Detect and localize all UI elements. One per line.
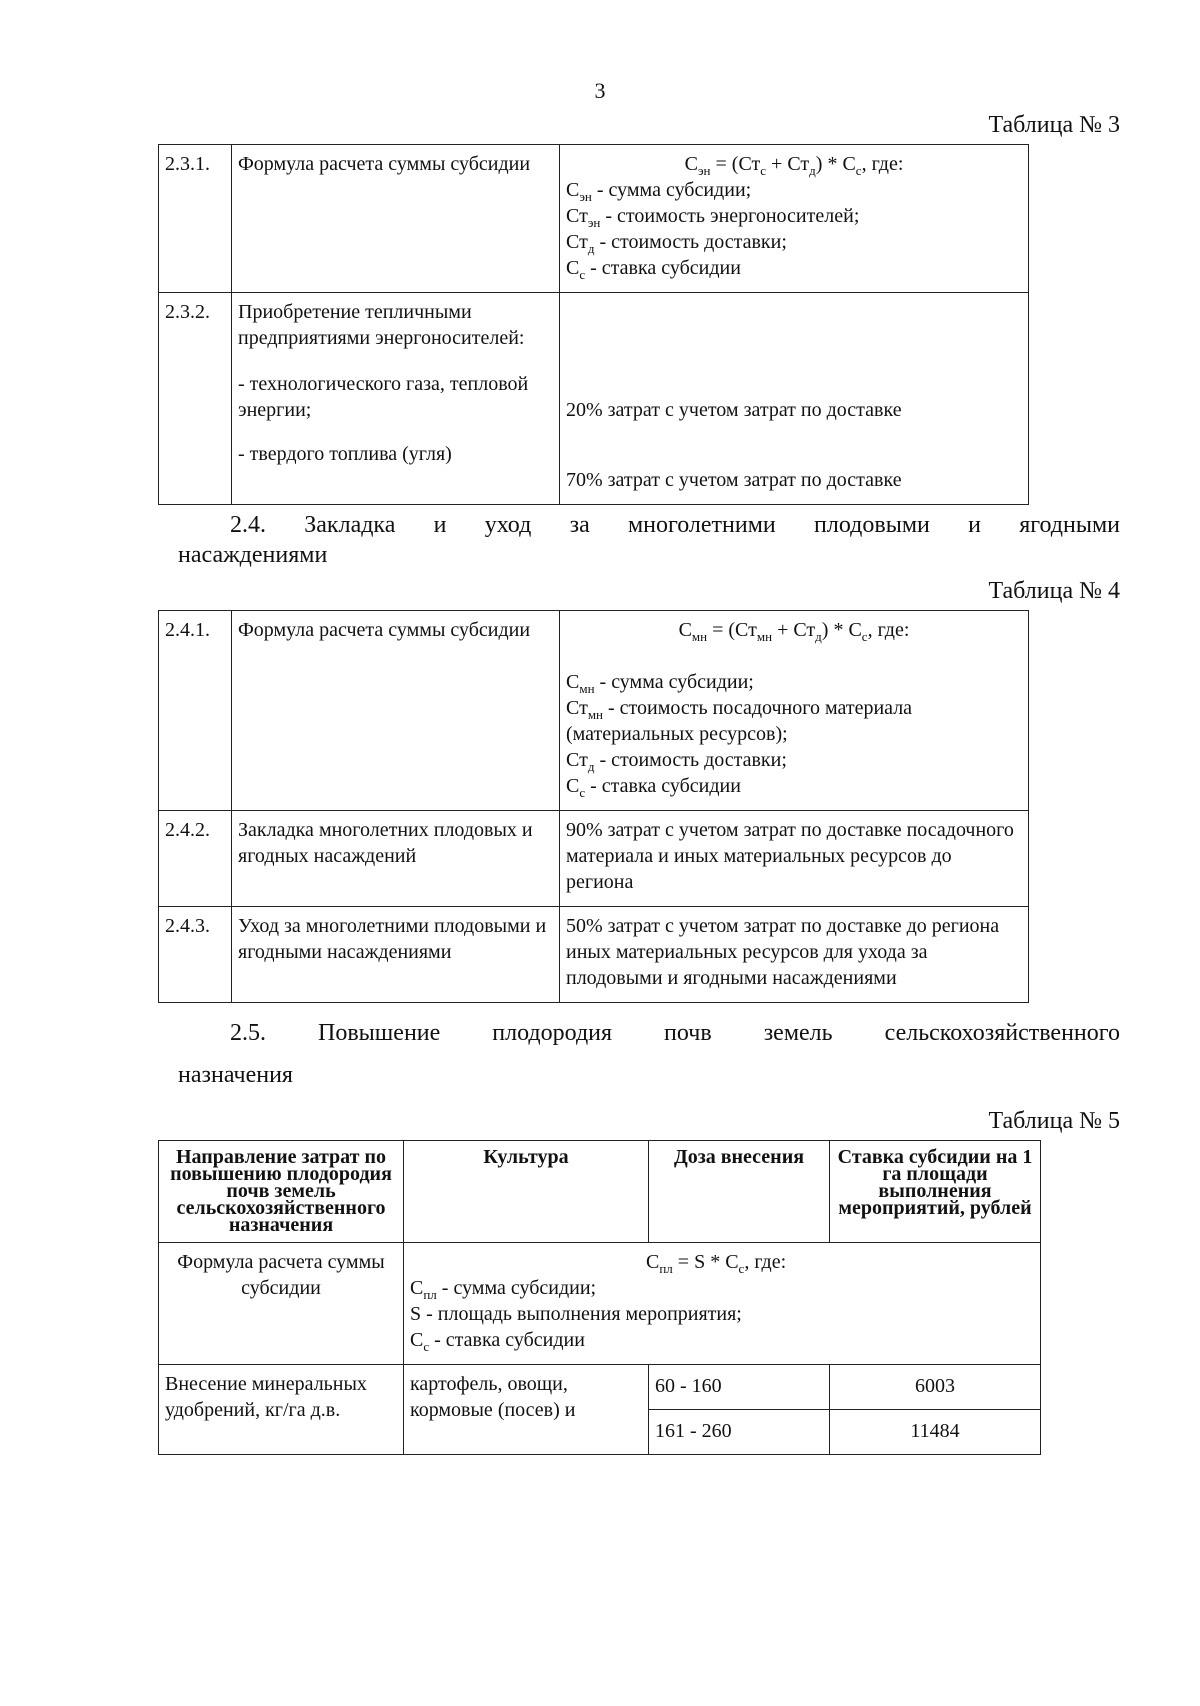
table5-caption: Таблица № 5: [988, 1108, 1120, 1134]
table5: [158, 1140, 1041, 1455]
formula-def: $С_с$ - ставка субсидии: [410, 1329, 585, 1354]
table4-row2-num: 2.4.2.: [159, 811, 232, 907]
table5-header-culture: Культура: [404, 1141, 649, 1243]
table5-dose-1: 60 - 160: [649, 1365, 830, 1410]
item-label: - технологического газа, тепловой энергии;: [238, 373, 529, 421]
formula-def: $Ст_{эн}$ - стоимость энергоносителей;: [566, 205, 860, 230]
formula-def: $С_{пл}$ - сумма субсидии;: [410, 1277, 597, 1302]
formula-def: $С_{мн}$ - сумма субсидии;: [566, 671, 754, 696]
section-2-5-line2: назначения: [178, 1062, 293, 1088]
formula-main: $С_{эн} = (Ст_с + Ст_д) * С_с$, где:: [684, 153, 904, 178]
table5-rate-1: 6003: [830, 1365, 1041, 1410]
table4-caption: Таблица № 4: [988, 578, 1120, 604]
item-label: - твердого топлива (угля): [238, 443, 452, 465]
table5-data-name: Внесение минеральных удобрений, кг/га д.в.: [159, 1365, 404, 1455]
formula-def: $С_с$ - ставка субсидии: [566, 257, 741, 282]
formula-main: $С_{пл} = S * С_с$, где:: [646, 1251, 787, 1276]
table5-header-dose: Доза внесения: [649, 1141, 830, 1243]
table3-row2-rates: [560, 293, 1029, 505]
formula-def: S - площадь выполнения мероприятия;: [410, 1303, 742, 1325]
table3-row2-name: [232, 293, 560, 505]
formula-def: $Ст_{мн}$ - стоимость посадочного материала (материальных ресурсов);: [566, 697, 913, 745]
table3-row1-formula: [560, 145, 1029, 293]
table5-formula-name: Формула расчета суммы субсидии: [159, 1243, 404, 1365]
table3: [158, 144, 1029, 505]
table4-row1-formula: [560, 611, 1029, 811]
table3-row1-name: Формула расчета суммы субсидии: [232, 145, 560, 293]
formula-def: $С_{эн}$ - сумма субсидии;: [566, 179, 752, 204]
table5-header-rate: Ставка субсидии на 1 га площади выполнения мероприятий, рублей: [830, 1141, 1041, 1243]
table5-dose-2: 161 - 260: [649, 1410, 830, 1455]
table3-row2-num: 2.3.2.: [159, 293, 232, 505]
table5-rate-2: 11484: [830, 1410, 1041, 1455]
formula-def: $Ст_д$ - стоимость доставки;: [566, 231, 787, 256]
table3-row1-num: 2.3.1.: [159, 145, 232, 293]
table4-row1-name: Формула расчета суммы субсидии: [232, 611, 560, 811]
item-rate: 20% затрат с учетом затрат по доставке: [566, 399, 902, 421]
table5-formula: [404, 1243, 1041, 1365]
table4-row3-rate: 50% затрат с учетом затрат по доставке до региона иных материальных ресурсов для ухода за плодовыми и ягодными насаждениями: [560, 907, 1029, 1003]
table5-header-direction: Направление затрат по повышению плодородия почв земель сельскохозяйственного назначения: [159, 1141, 404, 1243]
formula-main: $С_{мн} = (Ст_{мн} + Ст_д) * С_с$, где:: [678, 619, 910, 644]
formula-def: $Ст_д$ - стоимость доставки;: [566, 749, 787, 774]
table3-caption: Таблица № 3: [988, 112, 1120, 138]
table4: [158, 610, 1029, 1003]
row-title: Приобретение тепличными предприятиями энергоносителей:: [238, 301, 525, 349]
table5-data-culture: картофель, овощи, кормовые (посев) и: [404, 1365, 649, 1455]
table4-row2-rate: 90% затрат с учетом затрат по доставке посадочного материала и иных материальных ресурсов до региона: [560, 811, 1029, 907]
section-2-4-line1: 2.4. Закладка и уход за многолетними плодовыми и ягодными: [230, 512, 1120, 538]
table4-row3-name: Уход за многолетними плодовыми и ягодными насаждениями: [232, 907, 560, 1003]
section-2-5-line1: 2.5. Повышение плодородия почв земель сельскохозяйственного: [230, 1020, 1120, 1046]
formula-def: $С_с$ - ставка субсидии: [566, 775, 741, 800]
section-2-4-line2: насаждениями: [178, 542, 328, 568]
table4-row2-name: Закладка многолетних плодовых и ягодных насаждений: [232, 811, 560, 907]
table4-row1-num: 2.4.1.: [159, 611, 232, 811]
table4-row3-num: 2.4.3.: [159, 907, 232, 1003]
item-rate: 70% затрат с учетом затрат по доставке: [566, 469, 902, 491]
page-number: 3: [594, 78, 606, 103]
